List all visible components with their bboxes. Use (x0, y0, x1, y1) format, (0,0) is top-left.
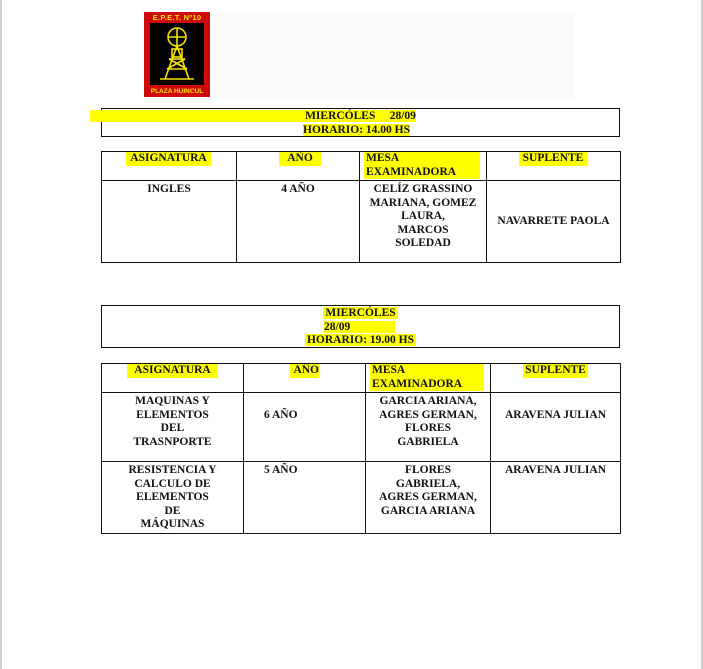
board-cell: FLORES GABRIELA, AGRES GERMAN, GARCIA ARIANA (366, 462, 491, 534)
subject-cell: MAQUINAS Y ELEMENTOS DEL TRASNPORTE (102, 393, 244, 462)
subject-cell: INGLES (102, 181, 237, 263)
substitute-cell: NAVARRETE PAOLA (487, 181, 621, 263)
table-row (102, 462, 621, 534)
exam2-date: 28/09 (324, 321, 395, 333)
exam2-day: MIERCÓLES (325, 307, 396, 319)
exam1-day-line (102, 110, 619, 124)
page-edge-left (0, 0, 2, 669)
exam1-table (101, 151, 621, 263)
exam2-header-row (102, 364, 621, 393)
oil-derrick-icon (150, 23, 204, 85)
exam1-time: HORARIO: 14.00 HS (303, 123, 411, 136)
year-cell: 6 AÑO (244, 393, 366, 462)
col-header-mesa: MESA EXAMINADORA (360, 152, 487, 181)
col-header-asignatura: ASIGNATURA (102, 364, 244, 393)
col-header-suplente: SUPLENTE (487, 152, 621, 181)
year-cell: 5 AÑO (244, 462, 366, 534)
board-cell: GARCIA ARIANA, AGRES GERMAN, FLORES GABRIELA (366, 393, 491, 462)
exam1-header (101, 108, 620, 137)
col-header-ano: AÑO (237, 152, 360, 181)
school-logo (144, 12, 210, 97)
exam2-table (101, 363, 621, 534)
logo-emblem (150, 23, 204, 85)
logo-bottom-text: PLAZA HUINCUL (150, 88, 204, 95)
exam1-day: MIERCÓLES (305, 110, 376, 122)
exam2-time: HORARIO: 19.00 HS (306, 334, 415, 346)
exam1-date: 28/09 (389, 110, 416, 122)
header-placeholder (214, 13, 574, 99)
col-header-suplente: SUPLENTE (491, 364, 621, 393)
exam1-time-line (102, 124, 619, 138)
table-row (102, 181, 621, 263)
substitute-cell: ARAVENA JULIAN (491, 462, 621, 534)
col-header-ano: AÑO (244, 364, 366, 393)
exam1-header-row (102, 152, 621, 181)
subject-cell: RESISTENCIA Y CALCULO DE ELEMENTOS DE MÁQUINAS (102, 462, 244, 534)
col-header-mesa: MESA EXAMINADORA (366, 364, 491, 393)
year-cell: 4 AÑO (237, 181, 360, 263)
col-header-asignatura: ASIGNATURA (102, 152, 237, 181)
table-row (102, 393, 621, 462)
board-cell: CELÍZ GRASSINO MARIANA, GOMEZ LAURA, MARCOS SOLEDAD (360, 181, 487, 263)
logo-top-text: E.P.E.T. Nº10 (152, 13, 202, 22)
substitute-cell: ARAVENA JULIAN (491, 393, 621, 462)
exam2-header (101, 305, 620, 348)
